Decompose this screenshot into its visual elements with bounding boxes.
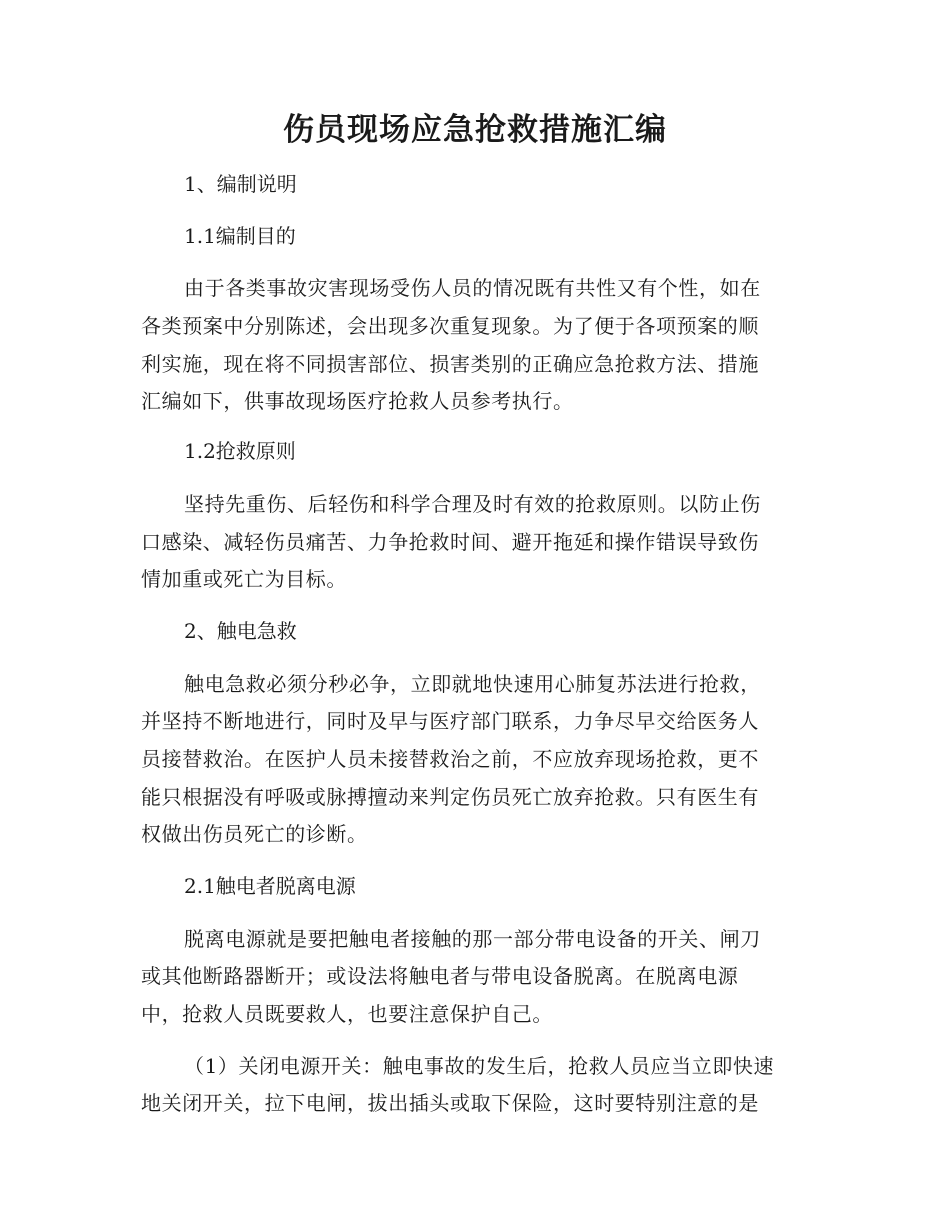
subsection-heading-2-1: 2.1触电者脱离电源 [184, 874, 356, 898]
paragraph-line: 或其他断路器断开；或设法将触电者与带电设备脱离。在脱离电源 [141, 964, 739, 988]
paragraph-line: 中，抢救人员既要救人，也要注意保护自己。 [141, 1002, 553, 1026]
paragraph-line: 汇编如下，供事故现场医疗抢救人员参考执行。 [141, 389, 574, 413]
paragraph-line: 权做出伤员死亡的诊断。 [141, 822, 368, 846]
paragraph-line: （1）关闭电源开关：触电事故的发生后，抢救人员应当立即快速 [184, 1054, 775, 1078]
paragraph-line: 情加重或死亡为目标。 [141, 567, 347, 591]
paragraph-line: 员接替救治。在医护人员未接替救治之前，不应放弃现场抢救，更不 [141, 747, 759, 771]
paragraph-line: 由于各类事故灾害现场受伤人员的情况既有共性又有个性，如在 [184, 276, 761, 300]
section-heading-2: 2、触电急救 [184, 619, 297, 643]
paragraph-line: 脱离电源就是要把触电者接触的那一部分带电设备的开关、闸刀 [184, 927, 761, 951]
document-title: 伤员现场应急抢救措施汇编 [283, 112, 667, 148]
paragraph-line: 并坚持不断地进行，同时及早与医疗部门联系，力争尽早交给医务人 [141, 709, 759, 733]
section-heading-1: 1、编制说明 [184, 172, 297, 196]
paragraph-line: 地关闭开关，拉下电闸，拔出插头或取下保险，这时要特别注意的是 [141, 1091, 759, 1115]
paragraph-line: 口感染、减轻伤员痛苦、力争抢救时间、避开拖延和操作错误导致伤 [141, 530, 759, 554]
subsection-heading-1-2: 1.2抢救原则 [184, 439, 296, 463]
paragraph-line: 能只根据没有呼吸或脉搏擅动来判定伤员死亡放弃抢救。只有医生有 [141, 785, 759, 809]
paragraph-line: 各类预案中分别陈述，会出现多次重复现象。为了便于各项预案的顺 [141, 314, 759, 338]
paragraph-line: 触电急救必须分秒必争，立即就地快速用心肺复苏法进行抢救， [184, 672, 761, 696]
paragraph-line: 利实施，现在将不同损害部位、损害类别的正确应急抢救方法、措施 [141, 352, 759, 376]
paragraph-line: 坚持先重伤、后轻伤和科学合理及时有效的抢救原则。以防止伤 [184, 492, 761, 516]
subsection-heading-1-1: 1.1编制目的 [184, 224, 296, 248]
